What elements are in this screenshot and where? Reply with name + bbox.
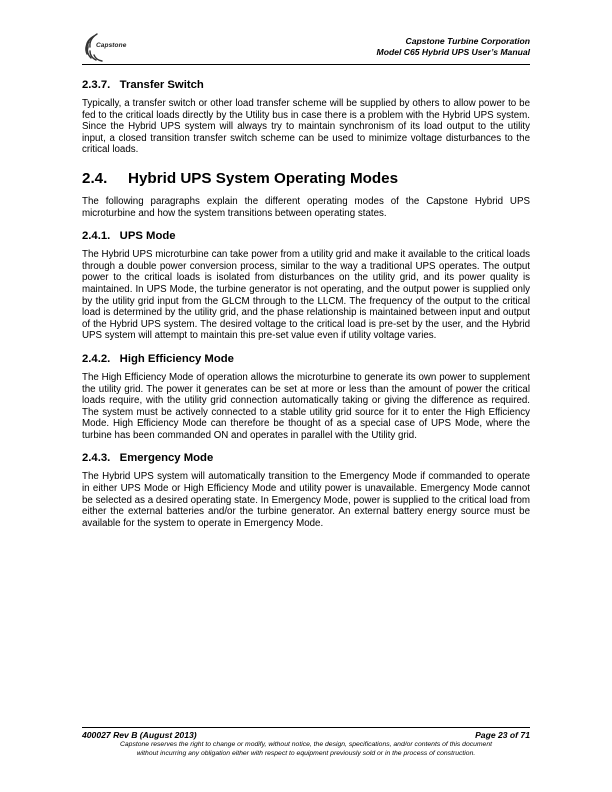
section-heading-high-efficiency: 2.4.2. High Efficiency Mode xyxy=(82,352,234,365)
section-heading-transfer-switch: 2.3.7. Transfer Switch xyxy=(82,79,204,91)
section-title: Hybrid UPS System Operating Modes xyxy=(128,169,399,187)
logo-wordmark: Capstone xyxy=(96,42,127,49)
header-divider xyxy=(82,64,530,65)
page-content xyxy=(82,78,530,529)
footer-disclaimer xyxy=(82,741,530,758)
page-number: Page 23 of 71 xyxy=(475,730,530,740)
section-heading-operating-modes xyxy=(82,169,530,188)
paragraph-ups-mode: The Hybrid UPS microturbine can take power from a utility grid and make it available to the critical loads through a double power conversion process, similar to the way a traditional UPS operates. The output power to the critical loads is isolated from disturbances on the utility grid, and its power quality is maintained. In UPS Mode, the turbine generator is not operating, and the output power is supplied only by the utility grid input from the GLCM through to the LLCM. The frequency of the output to the critical load is determined by the utility grid, and the phase relationship is maintained between input and output of the Hybrid UPS system. The desired voltage to the critical load is pre-set by the user, and the Hybrid UPS system will attempt to maintain this pre-set value even if utility voltage varies. xyxy=(82,249,530,342)
paragraph-emergency: The Hybrid UPS system will automatically transition to the Emergency Mode if commanded to operate in either UPS Mode or High Efficiency Mode and utility power is unavailable. Emergency Mode cannot be selected as a desired operating state. In Emergency Mode, power is supplied to the critical load from either the external batteries and/or the turbine generator. An external battery energy source must be available for the system to operate in Emergency Mode. xyxy=(82,471,530,529)
manual-title: Model C65 Hybrid UPS User’s Manual xyxy=(376,47,530,57)
section-number: 2.4. xyxy=(82,169,108,187)
disclaimer-line: Capstone reserves the right to change or modify, without notice, the design, specifications, and/or contents of this document xyxy=(119,741,493,748)
section-heading-emergency: 2.4.3. Emergency Mode xyxy=(82,452,214,465)
section-heading-ups-mode: 2.4.1. UPS Mode xyxy=(82,230,176,243)
paragraph-transfer-switch: Typically, a transfer switch or other load transfer scheme will be supplied by others to allow power to be fed to the critical loads directly by the Utility bus in case there is a problem with the Hybrid UPS system. Since the Hybrid UPS system will always try to maintain synchronism of its load output to the utility input, a closed transition transfer switch scheme can be used to minimize voltage disturbances to the critical loads. xyxy=(82,98,530,156)
paragraph-operating-modes: The following paragraphs explain the different operating modes of the Capstone Hybrid UPS microturbine and how the system transitions between operating states. xyxy=(82,195,530,219)
company-name: Capstone Turbine Corporation xyxy=(405,36,530,46)
disclaimer-line: without incurring any obligation either with respect to equipment previously sold or in the process of construction. xyxy=(136,749,476,757)
footer-divider xyxy=(82,727,530,728)
paragraph-high-efficiency: The High Efficiency Mode of operation allows the microturbine to generate its own power to supplement the utility grid. The power it generates can be set at more or less than the amount of power the critical loads require, with the utility grid connection automatically taking or giving the difference as required. The system must be actively connected to a stable utility grid source for it to enter the High Efficiency Mode. High Efficiency Mode can therefore be thought of as a special case of UPS Mode, where the turbine has been commanded ON and operates in parallel with the Utility grid. xyxy=(82,371,530,441)
page-header xyxy=(377,36,530,58)
document-revision: 400027 Rev B (August 2013) xyxy=(82,730,197,740)
